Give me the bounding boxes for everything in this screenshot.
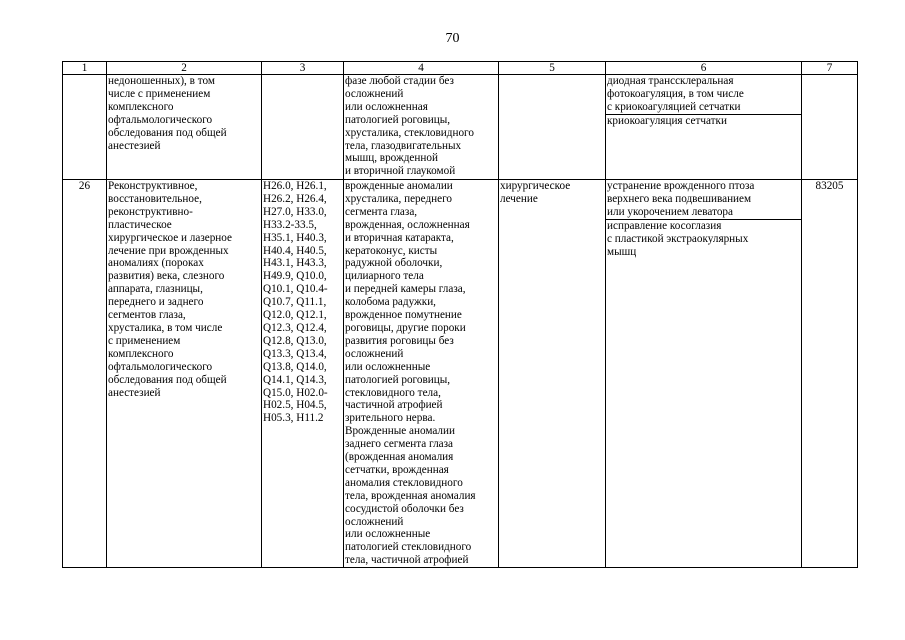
cell-line: тела, частичной атрофией: [345, 554, 469, 567]
cell-line: врожденное помутнение: [345, 309, 462, 322]
cell-line: тела, врожденная аномалия: [345, 489, 476, 502]
cell-line: комплексного: [108, 347, 174, 360]
column-header: 3: [262, 62, 344, 75]
icd-codes-cell: [262, 180, 344, 568]
cell-line: анестезией: [108, 139, 161, 152]
cell-line: аппарата, глазницы,: [108, 283, 203, 296]
method-entry: [606, 75, 801, 115]
cell-line: осложнений: [345, 347, 404, 360]
cell-line: с применением: [108, 334, 181, 347]
cell-line: обследования под общей: [108, 126, 227, 139]
cell-line: H40.4, H40.5,: [263, 244, 327, 257]
cell-line: Q13.3, Q13.4,: [263, 347, 327, 360]
cell-line: офтальмологического: [108, 360, 213, 373]
treatment-type-cell: [499, 75, 606, 180]
row-number-cell: [63, 75, 107, 180]
cell-line: патологией роговицы,: [345, 373, 451, 386]
cell-line: Q12.8, Q13.0,: [263, 334, 327, 347]
cell-line: Q14.1, Q14.3,: [263, 373, 327, 386]
cell-line: развития роговицы без: [345, 334, 454, 347]
cell-line: мышц: [607, 245, 637, 258]
cell-line: хрусталика, в том числе: [108, 321, 223, 334]
column-header: 6: [606, 62, 802, 75]
cell-line: исправление косоглазия: [607, 219, 722, 232]
cell-line: осложнений: [345, 515, 404, 528]
cell-line: сосудистой оболочки без: [345, 502, 464, 515]
cell-line: сетчатки, врожденная: [345, 463, 449, 476]
cell-line: врожденная, осложненная: [345, 218, 470, 231]
icd-codes-cell: [262, 75, 344, 180]
column-header: 4: [344, 62, 499, 75]
cell-line: пластическое: [108, 218, 172, 231]
cell-line: Q12.3, Q12.4,: [263, 321, 327, 334]
cell-line: и передней камеры глаза,: [345, 283, 466, 296]
cell-line: тела, глазодвигательных: [345, 139, 462, 152]
cell-line: реконструктивно-: [108, 205, 193, 218]
cell-line: мышц, врожденной: [345, 152, 438, 165]
cell-line: хирургическое: [500, 180, 571, 192]
cell-line: осложнений: [345, 87, 404, 100]
cell-line: H26.2, H26.4,: [263, 192, 327, 205]
cell-line: восстановительное,: [108, 192, 202, 205]
cell-line: колобома радужки,: [345, 296, 436, 309]
cell-line: верхнего века подвешиванием: [607, 192, 752, 205]
cell-line: H27.0, H33.0,: [263, 205, 327, 218]
cell-line: или осложненные: [345, 360, 431, 373]
medical-care-table: [62, 61, 858, 568]
cell-line: и вторичной глаукомой: [345, 165, 456, 178]
cell-line: кератоконус, кисты: [345, 244, 438, 257]
cell-line: Врожденные аномалии: [345, 425, 455, 438]
row-number-cell: 26: [63, 180, 107, 568]
table-row: [63, 75, 858, 180]
cell-line: развития) века, слезного: [108, 270, 225, 283]
cell-line: патологией стекловидного: [345, 541, 472, 554]
cell-line: патологией роговицы,: [345, 113, 451, 126]
cell-line: H05.3, H11.2: [263, 412, 324, 425]
method-entry: [606, 115, 801, 128]
cell-line: сегмента глаза,: [345, 205, 418, 218]
cell-line: с пластикой экстраокулярных: [607, 232, 749, 245]
column-header: 7: [802, 62, 858, 75]
cell-line: H26.0, H26.1,: [263, 180, 327, 192]
method-entry: [606, 220, 801, 259]
cell-line: Q10.1, Q10.4-: [263, 283, 328, 296]
cell-line: Q12.0, Q12.1,: [263, 309, 327, 322]
cell-line: фазе любой стадии без: [345, 75, 454, 87]
care-type-cell: [107, 75, 262, 180]
cell-line: H33.2-33.5,: [263, 218, 317, 231]
care-type-cell: [107, 180, 262, 568]
patient-model-cell: [344, 180, 499, 568]
cell-line: комплексного: [108, 100, 174, 113]
cell-line: радужной оболочки,: [345, 257, 443, 270]
cell-line: или осложненная: [345, 100, 428, 113]
cell-line: обследования под общей: [108, 373, 227, 386]
cell-line: офтальмологического: [108, 113, 213, 126]
cell-line: и вторичная катаракта,: [345, 231, 454, 244]
cell-line: сегментов глаза,: [108, 309, 186, 322]
price-cell: 83205: [802, 180, 858, 568]
cell-line: устранение врожденного птоза: [607, 180, 755, 192]
cell-line: H49.9, Q10.0,: [263, 270, 327, 283]
treatment-type-cell: [499, 180, 606, 568]
cell-line: роговицы, другие пороки: [345, 321, 466, 334]
page-number: 70: [445, 31, 460, 46]
cell-line: аномалиях (пороках: [108, 257, 204, 270]
cell-line: числе с применением: [108, 87, 211, 100]
cell-line: хрусталика, переднего: [345, 192, 452, 205]
treatment-methods-cell: [606, 75, 802, 180]
cell-line: или укорочением леватора: [607, 205, 733, 218]
cell-line: криокоагуляция сетчатки: [607, 114, 727, 127]
treatment-methods-cell: [606, 180, 802, 568]
cell-line: заднего сегмента глаза: [345, 438, 454, 451]
cell-line: Q13.8, Q14.0,: [263, 360, 327, 373]
cell-line: стекловидного тела,: [345, 386, 441, 399]
cell-line: H02.5, H04.5,: [263, 399, 327, 412]
cell-line: лечение при врожденных: [108, 244, 229, 257]
cell-line: с криокоагуляцией сетчатки: [607, 100, 741, 113]
patient-model-cell: [344, 75, 499, 180]
method-entry: [606, 180, 801, 220]
price-cell: [802, 75, 858, 180]
cell-line: Реконструктивное,: [108, 180, 198, 192]
cell-line: врожденные аномалии: [345, 180, 453, 192]
cell-line: H35.1, H40.3,: [263, 231, 327, 244]
cell-line: недоношенных), в том: [108, 75, 215, 87]
cell-line: (врожденная аномалия: [345, 451, 454, 464]
cell-line: хрусталика, стекловидного: [345, 126, 474, 139]
cell-line: аномалия стекловидного: [345, 476, 463, 489]
cell-line: частичной атрофией: [345, 399, 443, 412]
table-row: [63, 180, 858, 568]
cell-line: фотокоагуляция, в том числе: [607, 87, 744, 100]
cell-line: Q10.7, Q11.1,: [263, 296, 327, 309]
cell-line: зрительного нерва.: [345, 412, 436, 425]
column-header: 2: [107, 62, 262, 75]
cell-line: лечение: [500, 192, 538, 205]
column-header: 5: [499, 62, 606, 75]
cell-line: цилиарного тела: [345, 270, 424, 283]
header-row: [63, 62, 858, 75]
cell-line: Q15.0, H02.0-: [263, 386, 328, 399]
column-header: 1: [63, 62, 107, 75]
cell-line: диодная транссклеральная: [607, 75, 734, 87]
cell-line: H43.1, H43.3,: [263, 257, 327, 270]
cell-line: переднего и заднего: [108, 296, 204, 309]
cell-line: или осложненные: [345, 528, 431, 541]
cell-line: хирургическое и лазерное: [108, 231, 232, 244]
cell-line: анестезией: [108, 386, 161, 399]
